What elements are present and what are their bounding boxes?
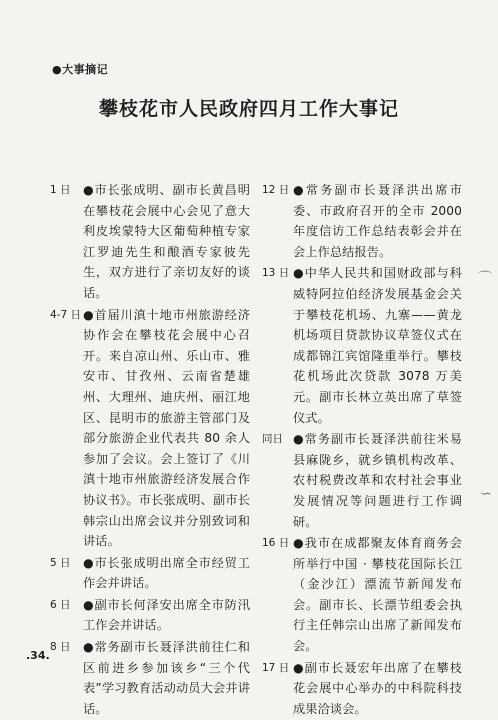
event-entry <box>262 263 462 428</box>
event-date: 6 日 <box>50 598 71 611</box>
page-number: .34. <box>26 649 50 662</box>
event-entry <box>262 180 462 262</box>
event-date: 5 日 <box>50 556 71 569</box>
event-entry <box>50 305 250 552</box>
event-date: 13 日 <box>262 267 290 280</box>
event-text: ●常务副市长聂泽洪出席市委、市政府召开的全市 2000 年度信访工作总结表彰会并在会上作总结报告。 <box>293 183 462 259</box>
right-column <box>262 180 462 720</box>
event-entry <box>50 180 250 304</box>
event-text: ●副市长何泽安出席全市防汛工作会并讲话。 <box>83 597 250 633</box>
event-text: ●中华人民共和国财政部与科威特阿拉伯经济发展基金会关于攀枝花机场、九寨——黄龙机场项目贷款协议草签仪式在成都锦江宾馆隆重举行。攀枝花机场此次贷款 3078 万美元。副市长林立英出席了草签仪式。 <box>293 266 462 425</box>
margin-mark-icon: ⌒ <box>478 271 492 287</box>
event-text: ●常务副市长聂泽洪前往仁和区前进乡参加该乡“三个代表”学习教育活动动员大会并讲话。 <box>83 640 250 716</box>
page-title: 攀枝花市人民政府四月工作大事记 <box>98 98 399 120</box>
event-entry <box>50 553 250 594</box>
event-date: 16 日 <box>262 537 290 550</box>
event-entry <box>262 533 462 657</box>
event-text: ●市长张成明出席全市经贸工作会并讲话。 <box>83 555 250 591</box>
event-date: 12 日 <box>262 184 290 196</box>
event-entry <box>262 658 462 720</box>
event-date: 1 日 <box>50 184 71 196</box>
event-text: ●常务副市长聂泽洪前往米易县麻陇乡，就乡镇机构改革、农村税费改革和农村社会事业发展情况等问题进行工作调研。 <box>293 432 462 529</box>
event-entry <box>50 637 250 719</box>
margin-mark-icon: ∽ <box>480 486 492 502</box>
event-date: 同日 <box>262 433 283 446</box>
event-text: ●市长张成明、副市长黄昌明在攀枝花会展中心会见了意大利皮埃蒙特大区葡萄种植专家江罗迪先生和酿酒专家彼先生，双方进行了亲切友好的谈话。 <box>83 183 250 300</box>
event-text: ●副市长聂宏年出席了在攀枝花会展中心举办的中科院科技成果洽谈会。 <box>293 660 462 716</box>
section-label: ●大事摘记 <box>52 63 109 76</box>
event-text: ●首届川滇十地市州旅游经济协作会在攀枝花会展中心召开。来自凉山州、乐山市、雅安市、甘孜州、云南省楚雄州、大理州、迪庆州、丽江地区、昆明市的旅游主管部门及部分旅游企业代表共 80 余人参加了会议。会上签订了《川滇十地市州旅游经济发展合作协议书》。市长张成明、副市长韩宗山出席会议并分别致词和讲话。 <box>83 307 250 549</box>
event-date: 4-7 日 <box>50 308 81 321</box>
event-text: ●我市在成都聚友体育商务会所举行中国 · 攀枝花国际长江（金沙江）漂流节新闻发布会。副市长、长漂节组委会执行主任韩宗山出席了新闻发布会。 <box>293 536 462 654</box>
event-date: 8 日 <box>50 641 71 654</box>
left-column <box>50 180 250 720</box>
event-entry <box>50 595 250 636</box>
event-entry <box>262 429 462 532</box>
event-date: 17 日 <box>262 661 290 674</box>
